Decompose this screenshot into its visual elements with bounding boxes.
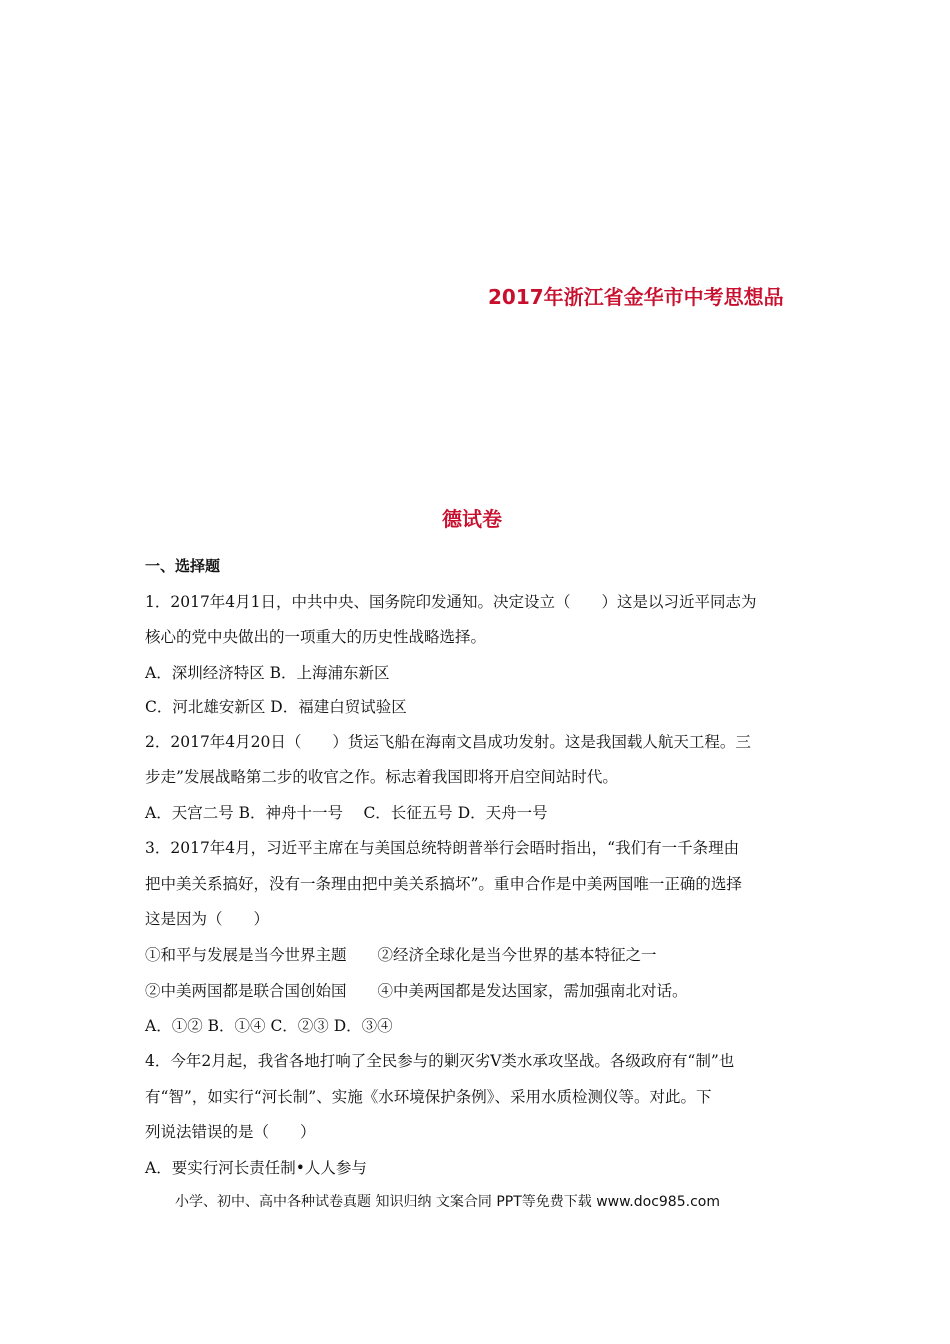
document-title-line1: 2017年浙江省金华市中考思想品 bbox=[488, 285, 784, 309]
question-line: 列说法错误的是（ ） bbox=[145, 1123, 316, 1141]
option-line: A．天宫二号 B．神舟十一号 C．长征五号 D．天舟一号 bbox=[145, 804, 548, 822]
question-line: 步走”发展战略第二步的收官之作。标志着我国即将开启空间站时代。 bbox=[145, 768, 618, 786]
document-title-line2: 德试卷 bbox=[442, 507, 502, 531]
question-line: 1．2017年4月1日，中共中央、国务院印发通知。决定设立（ ）这是以习近平同志为 bbox=[145, 593, 757, 611]
statement-line: ①和平与发展是当今世界主题 ②经济全球化是当今世界的基本特征之一 bbox=[145, 946, 657, 964]
option-line: A．要实行河长责任制•人人参与 bbox=[145, 1159, 367, 1177]
question-line: 2．2017年4月20日（ ）货运飞船在海南文昌成功发射。这是我国载人航天工程。三 bbox=[145, 733, 751, 751]
question-line: 有“智”，如实行“河长制”、实施《水环境保护条例》、采用水质检测仪等。对此。下 bbox=[145, 1088, 712, 1106]
question-line: 4．今年2月起，我省各地打响了全民参与的剿灭劣Ⅴ类水承攻坚战。各级政府有“制”也 bbox=[145, 1052, 735, 1070]
page-footer: 小学、初中、高中各种试卷真题 知识归纳 文案合同 PPT等免费下载 www.doc985.com bbox=[175, 1194, 720, 1210]
statement-line: ②中美两国都是联合国创始国 ④中美两国都是发达国家，需加强南北对话。 bbox=[145, 982, 688, 1000]
question-line: 3．2017年4月，习近平主席在与美国总统特朗普举行会晤时指出，“我们有一千条理由 bbox=[145, 839, 740, 857]
section-heading: 一、选择题 bbox=[145, 557, 221, 575]
question-line: 核心的党中央做出的一项重大的历史性战略选择。 bbox=[145, 628, 487, 646]
question-line: 把中美关系搞好，没有一条理由把中美关系搞坏”。重申合作是中美两国唯一正确的选择 bbox=[145, 875, 742, 893]
option-line: A．①② B．①④ C．②③ D．③④ bbox=[145, 1017, 393, 1035]
option-line: C．河北雄安新区 D．福建白贸试验区 bbox=[145, 698, 407, 716]
question-line: 这是因为（ ） bbox=[145, 910, 270, 928]
option-line: A．深圳经济特区 B．上海浦东新区 bbox=[145, 664, 390, 682]
